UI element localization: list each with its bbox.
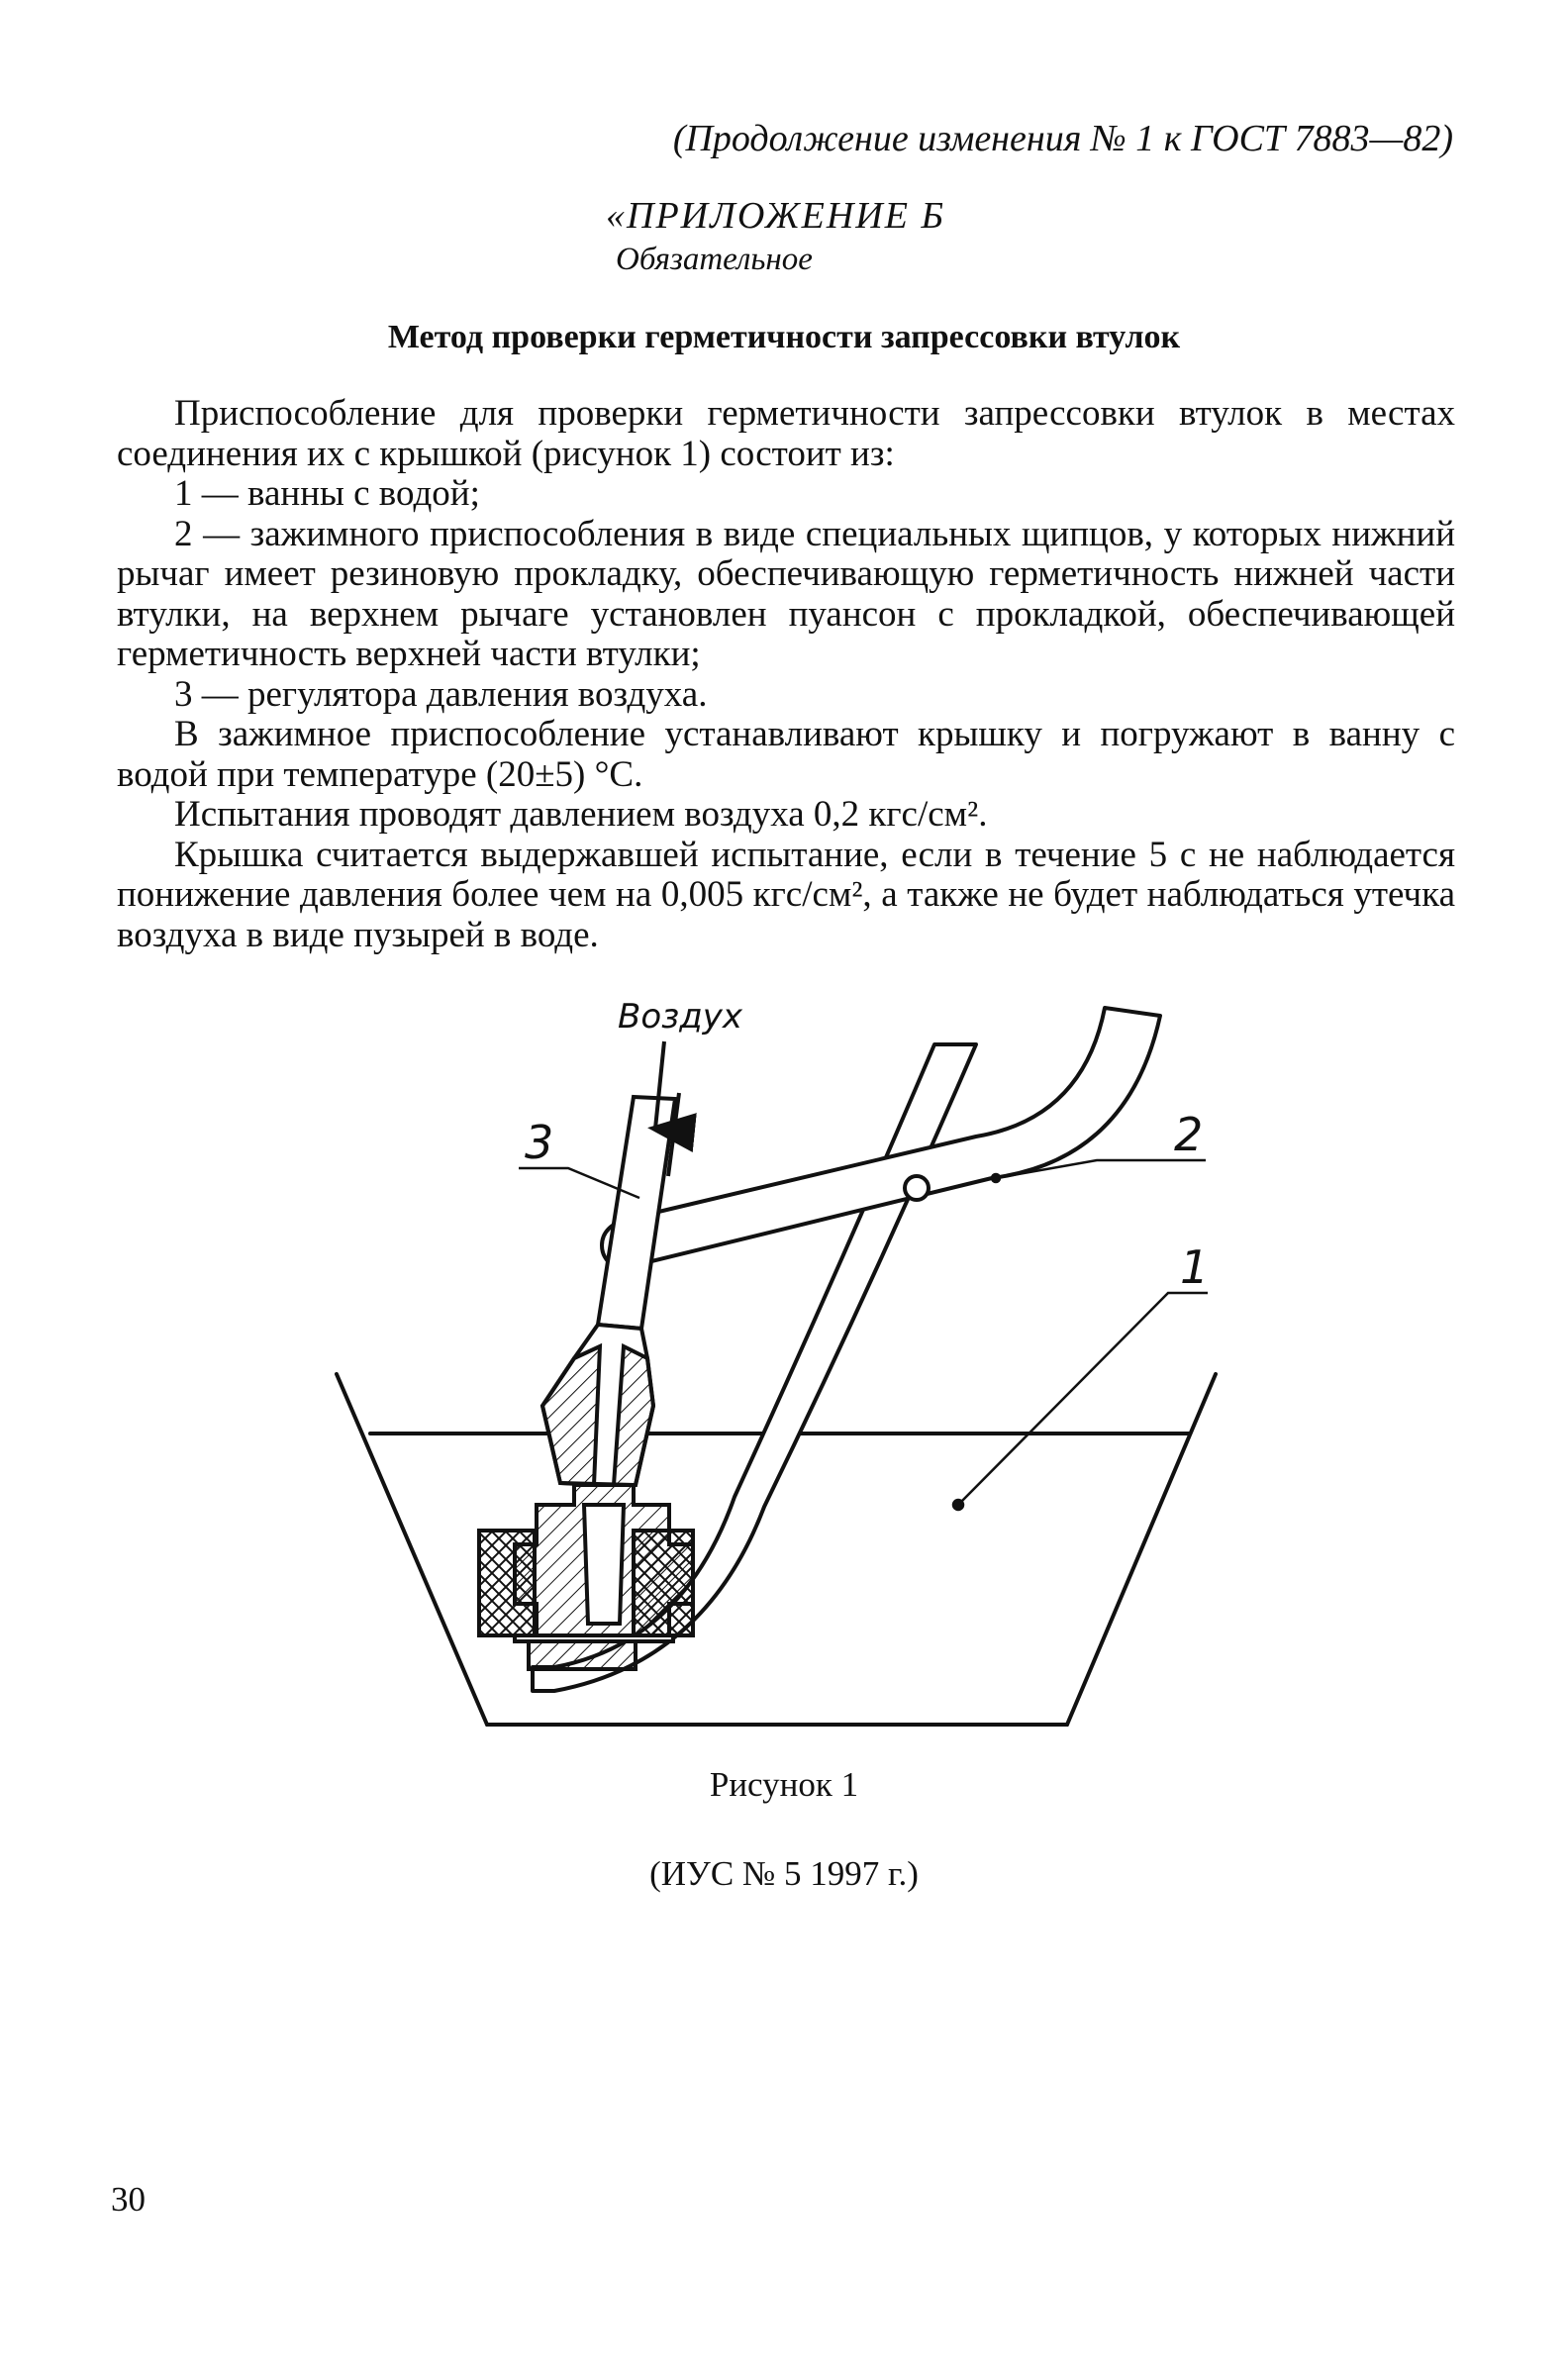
paragraph-procedure: В зажимное приспособление устанавливают крышку и погружают в ванну с водой при температуре (20±5) °С. xyxy=(117,714,1455,795)
paragraph-pressure: Испытания проводят давлением воздуха 0,2 кгс/см². xyxy=(174,794,988,835)
paragraph-intro: Приспособление для проверки герметичности запрессовки втулок в местах соединения их с крышкой (рисунок 1) состоит из: xyxy=(117,393,1455,474)
continuation-note: (Продолжение изменения № 1 к ГОСТ 7883—82) xyxy=(672,118,1453,159)
list-item-clamp: 2 — зажимного приспособления в виде специальных щипцов, у которых нижний рычаг имеет резиновую прокладку, обеспечивающую герметичность нижней части втулки, на верхнем рычаге установлен пуансон с прокладкой, обеспечивающей герметичность верхней части втулки; xyxy=(117,513,1455,674)
test-lid xyxy=(479,1485,693,1669)
callout-2: 2 xyxy=(1174,1108,1204,1161)
list-item-regulator: 3 — регулятора давления воздуха. xyxy=(174,673,708,715)
ius-note: (ИУС № 5 1997 г.) xyxy=(649,1854,919,1893)
callout-3: 3 xyxy=(525,1116,554,1169)
appendix-status: Обязательное xyxy=(616,242,813,277)
pivot-hinge xyxy=(905,1176,929,1200)
air-label: Воздух xyxy=(618,997,742,1037)
paragraph-criteria: Крышка считается выдержавшей испытание, если в течение 5 с не наблюдается понижение давления более чем на 0,005 кгс/см², а также не будет наблюдаться утечка воздуха в виде пузырей в воде. xyxy=(117,834,1455,955)
list-item-bath: 1 — ванны с водой; xyxy=(174,473,480,514)
section-title: Метод проверки герметичности запрессовки втулок xyxy=(387,319,1181,355)
page-number: 30 xyxy=(111,2180,146,2219)
callout-1: 1 xyxy=(1180,1240,1210,1294)
appendix-title: «ПРИЛОЖЕНИЕ Б xyxy=(606,195,945,237)
air-regulator-tube xyxy=(542,1093,679,1485)
figure-caption: Рисунок 1 xyxy=(709,1765,859,1804)
